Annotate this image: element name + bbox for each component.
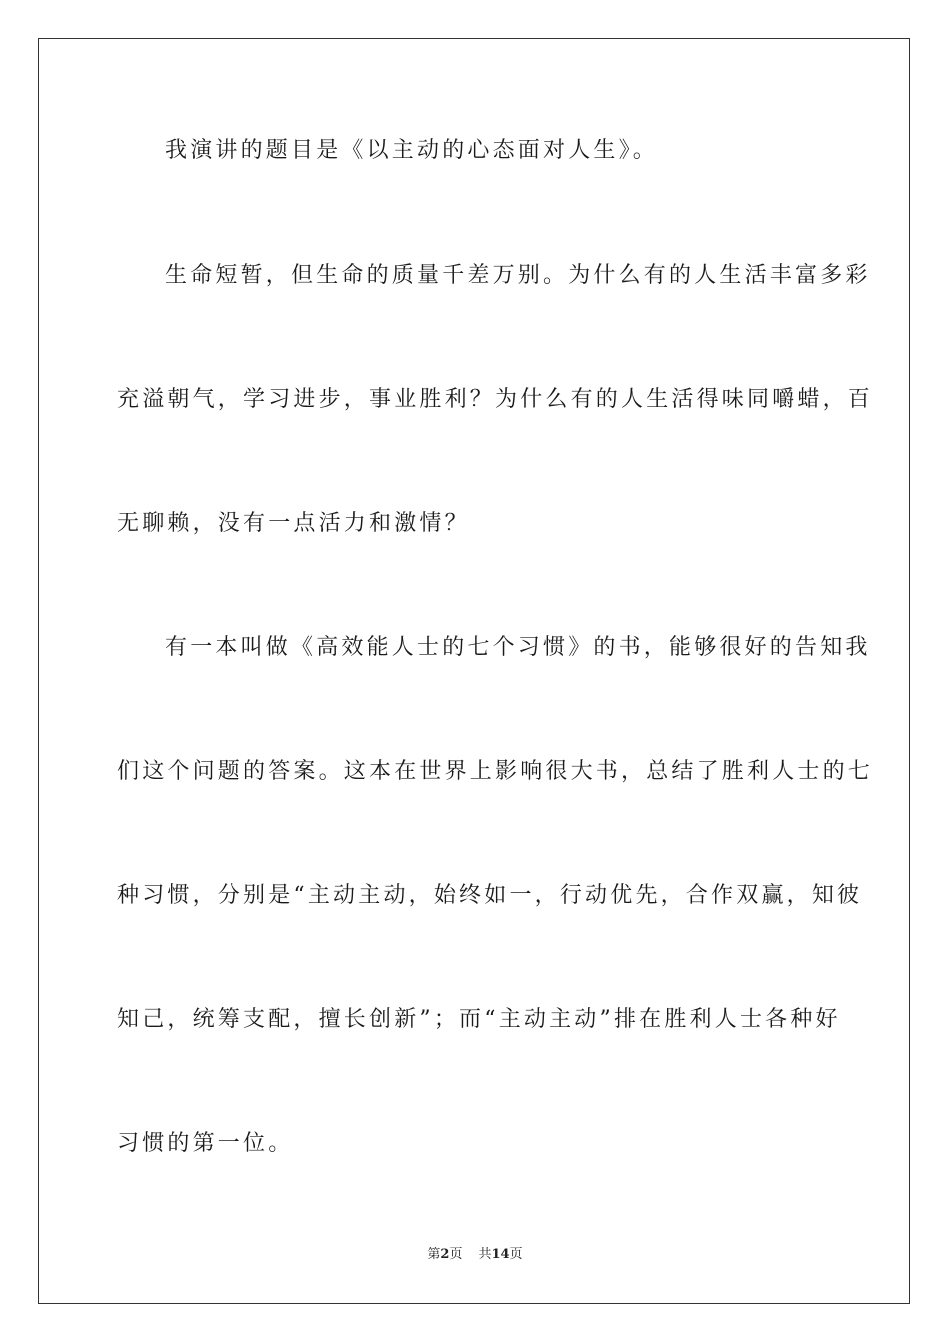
page-number: 2 (440, 1247, 450, 1262)
paragraph-line-3: 充溢朝气，学习进步，事业胜利？为什么有的人生活得味同嚼蜡，百 (117, 387, 874, 412)
paragraph-line-4: 无聊赖，没有一点活力和激情？ (117, 511, 470, 536)
total-pages: 14 (491, 1247, 510, 1262)
paragraph-line-5: 有一本叫做《高效能人士的七个习惯》的书，能够很好的告知我 (165, 635, 871, 660)
page-suffix: 页 (449, 1247, 463, 1262)
paragraph-line-2: 生命短暂，但生命的质量千差万别。为什么有的人生活丰富多彩 (165, 263, 871, 288)
page-frame (38, 38, 910, 1304)
page-footer (0, 1246, 950, 1264)
paragraph-line-9: 习惯的第一位。 (117, 1131, 294, 1156)
total-suffix: 页 (509, 1247, 523, 1262)
page-prefix: 第 (427, 1247, 441, 1262)
paragraph-line-7: 种习惯，分别是“主动主动，始终如一，行动优先，合作双赢，知彼 (117, 883, 863, 908)
paragraph-line-1: 我演讲的题目是《以主动的心态面对人生》。 (165, 138, 659, 163)
paragraph-line-6: 们这个问题的答案。这本在世界上影响很大书，总结了胜利人士的七 (117, 759, 874, 784)
total-prefix: 共 (478, 1247, 492, 1262)
paragraph-line-8: 知己，统筹支配，擅长创新”；而“主动主动”排在胜利人士各种好 (117, 1007, 841, 1032)
